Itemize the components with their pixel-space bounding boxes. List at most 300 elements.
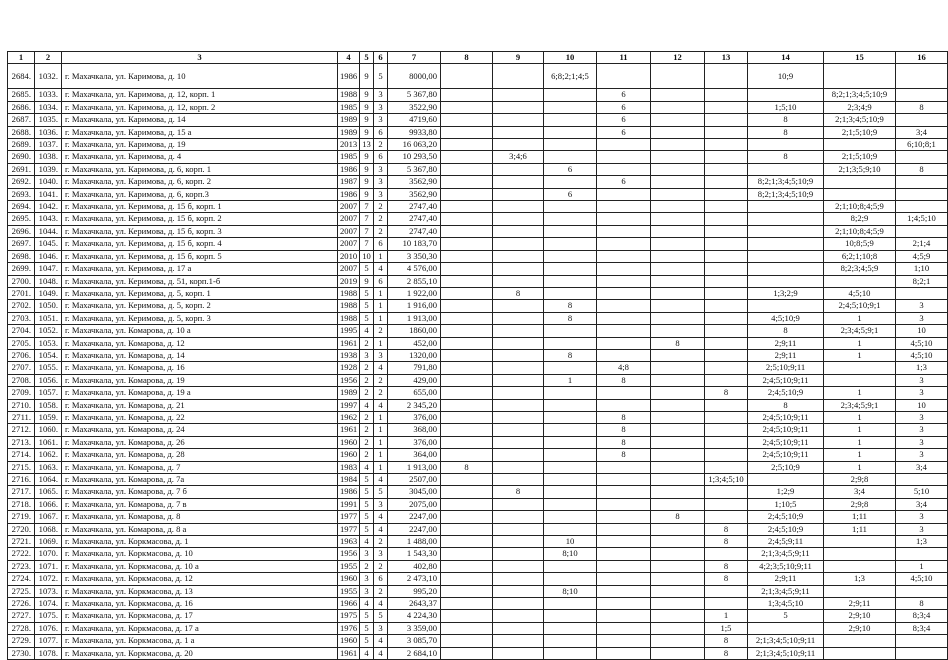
table-cell-col-8 bbox=[441, 139, 493, 151]
table-cell-col-5: 5 bbox=[360, 287, 374, 299]
table-cell-col-12 bbox=[651, 312, 705, 324]
table-cell-col-8 bbox=[441, 176, 493, 188]
table-cell-col-15 bbox=[824, 374, 896, 386]
table-cell-col-12 bbox=[651, 585, 705, 597]
table-cell-col-4: 1991 bbox=[338, 498, 360, 510]
table-cell-col-10 bbox=[544, 362, 597, 374]
table-cell-col-11: 8 bbox=[597, 411, 651, 423]
table-cell-col-15: 2;9;8 bbox=[824, 474, 896, 486]
table-row bbox=[8, 64, 948, 89]
table-row bbox=[8, 573, 948, 585]
table-cell-col-7: 10 293,50 bbox=[388, 151, 441, 163]
table-cell-col-5: 3 bbox=[360, 585, 374, 597]
table-row bbox=[8, 225, 948, 237]
table-cell-col-4: 1977 bbox=[338, 523, 360, 535]
table-cell-col-5: 9 bbox=[360, 64, 374, 89]
table-cell-col-6: 6 bbox=[374, 275, 388, 287]
table-cell-col-6: 2 bbox=[374, 387, 388, 399]
table-cell-col-1: 2723. bbox=[8, 560, 35, 572]
table-row bbox=[8, 312, 948, 324]
table-cell-col-16: 4;5;10 bbox=[896, 573, 948, 585]
table-cell-col-11 bbox=[597, 647, 651, 659]
table-cell-col-8 bbox=[441, 585, 493, 597]
table-row bbox=[8, 287, 948, 299]
table-cell-col-8 bbox=[441, 474, 493, 486]
table-cell-col-3: г. Махачкала, ул. Керимова, д. 15 б, корп. 2 bbox=[62, 213, 338, 225]
table-cell-col-8 bbox=[441, 349, 493, 361]
table-row bbox=[8, 101, 948, 113]
column-header-3: 3 bbox=[62, 52, 338, 64]
table-cell-col-15 bbox=[824, 585, 896, 597]
table-row bbox=[8, 622, 948, 634]
table-cell-col-1: 2730. bbox=[8, 647, 35, 659]
table-cell-col-15 bbox=[824, 362, 896, 374]
table-cell-col-9 bbox=[493, 461, 544, 473]
table-cell-col-12 bbox=[651, 250, 705, 262]
table-cell-col-5: 5 bbox=[360, 312, 374, 324]
table-cell-col-14 bbox=[748, 139, 824, 151]
table-cell-col-2: 1042. bbox=[35, 201, 62, 213]
column-header-10: 10 bbox=[544, 52, 597, 64]
table-cell-col-7: 3562,90 bbox=[388, 176, 441, 188]
table-cell-col-3: г. Махачкала, ул. Комарова, д. 8 bbox=[62, 511, 338, 523]
table-cell-col-4: 2007 bbox=[338, 263, 360, 275]
table-cell-col-15: 2;9;8 bbox=[824, 498, 896, 510]
table-cell-col-16 bbox=[896, 114, 948, 126]
table-cell-col-8 bbox=[441, 114, 493, 126]
table-cell-col-15: 1;11 bbox=[824, 523, 896, 535]
table-row bbox=[8, 598, 948, 610]
column-header-16: 16 bbox=[896, 52, 948, 64]
table-cell-col-9 bbox=[493, 622, 544, 634]
table-cell-col-6: 3 bbox=[374, 349, 388, 361]
table-cell-col-7: 2747,40 bbox=[388, 225, 441, 237]
table-cell-col-3: г. Махачкала, ул. Каримова, д. 10 bbox=[62, 64, 338, 89]
table-cell-col-9 bbox=[493, 598, 544, 610]
table-cell-col-3: г. Махачкала, ул. Комарова, д. 7 в bbox=[62, 498, 338, 510]
table-cell-col-12 bbox=[651, 325, 705, 337]
table-cell-col-6: 4 bbox=[374, 635, 388, 647]
table-cell-col-7: 10 183,70 bbox=[388, 238, 441, 250]
table-cell-col-8 bbox=[441, 64, 493, 89]
table-cell-col-2: 1041. bbox=[35, 188, 62, 200]
table-cell-col-11 bbox=[597, 573, 651, 585]
table-cell-col-8 bbox=[441, 89, 493, 101]
table-cell-col-1: 2720. bbox=[8, 523, 35, 535]
table-cell-col-7: 1320,00 bbox=[388, 349, 441, 361]
table-cell-col-15 bbox=[824, 647, 896, 659]
table-cell-col-14: 8 bbox=[748, 325, 824, 337]
table-cell-col-4: 1989 bbox=[338, 114, 360, 126]
table-row bbox=[8, 511, 948, 523]
table-cell-col-15: 8;2;3;4;5;9 bbox=[824, 263, 896, 275]
table-cell-col-7: 4719,60 bbox=[388, 114, 441, 126]
table-cell-col-12 bbox=[651, 238, 705, 250]
table-cell-col-10 bbox=[544, 225, 597, 237]
table-cell-col-4: 1989 bbox=[338, 387, 360, 399]
table-cell-col-3: г. Махачкала, ул. Комарова, д. 19 bbox=[62, 374, 338, 386]
table-cell-col-6: 6 bbox=[374, 238, 388, 250]
table-cell-col-9 bbox=[493, 511, 544, 523]
table-cell-col-9 bbox=[493, 362, 544, 374]
table-cell-col-3: г. Махачкала, ул. Каримова, д. 12, корп. 1 bbox=[62, 89, 338, 101]
table-cell-col-9 bbox=[493, 449, 544, 461]
table-cell-col-3: г. Махачкала, ул. Керимова, д. 5, корп. 2 bbox=[62, 300, 338, 312]
table-cell-col-8 bbox=[441, 325, 493, 337]
table-cell-col-14: 1;10;5 bbox=[748, 498, 824, 510]
table-cell-col-6: 1 bbox=[374, 424, 388, 436]
table-cell-col-8 bbox=[441, 536, 493, 548]
table-cell-col-8 bbox=[441, 287, 493, 299]
table-cell-col-1: 2684. bbox=[8, 64, 35, 89]
table-cell-col-7: 5 367,80 bbox=[388, 163, 441, 175]
table-cell-col-7: 1 543,30 bbox=[388, 548, 441, 560]
table-cell-col-10 bbox=[544, 176, 597, 188]
table-cell-col-3: г. Махачкала, ул. Каримова, д. 12, корп. 2 bbox=[62, 101, 338, 113]
table-cell-col-15: 4;5;10 bbox=[824, 287, 896, 299]
table-cell-col-16: 5;10 bbox=[896, 486, 948, 498]
table-cell-col-4: 1984 bbox=[338, 474, 360, 486]
table-cell-col-14: 2;4;5;10;9 bbox=[748, 523, 824, 535]
table-cell-col-3: г. Махачкала, ул. Комарова, д. 7а bbox=[62, 474, 338, 486]
table-cell-col-10 bbox=[544, 114, 597, 126]
table-cell-col-16 bbox=[896, 188, 948, 200]
table-cell-col-5: 5 bbox=[360, 486, 374, 498]
table-cell-col-14: 2;4;5;10;9;11 bbox=[748, 449, 824, 461]
table-cell-col-14: 4;2;3;5;10;9;11 bbox=[748, 560, 824, 572]
table-cell-col-5: 5 bbox=[360, 300, 374, 312]
table-cell-col-5: 2 bbox=[360, 374, 374, 386]
table-cell-col-16: 3 bbox=[896, 424, 948, 436]
table-cell-col-10 bbox=[544, 387, 597, 399]
table-cell-col-2: 1078. bbox=[35, 647, 62, 659]
table-cell-col-3: г. Махачкала, ул. Комарова, д. 8 а bbox=[62, 523, 338, 535]
table-cell-col-9 bbox=[493, 89, 544, 101]
table-cell-col-7: 2507,00 bbox=[388, 474, 441, 486]
table-cell-col-13 bbox=[705, 461, 748, 473]
table-cell-col-8 bbox=[441, 449, 493, 461]
table-header-row bbox=[8, 52, 948, 64]
table-cell-col-7: 2 473,10 bbox=[388, 573, 441, 585]
table-cell-col-9 bbox=[493, 188, 544, 200]
table-cell-col-4: 1960 bbox=[338, 436, 360, 448]
table-cell-col-1: 2713. bbox=[8, 436, 35, 448]
table-cell-col-14: 2;4;5;10;9 bbox=[748, 387, 824, 399]
table-cell-col-1: 2695. bbox=[8, 213, 35, 225]
table-cell-col-9 bbox=[493, 399, 544, 411]
table-cell-col-5: 3 bbox=[360, 349, 374, 361]
table-cell-col-9 bbox=[493, 374, 544, 386]
table-cell-col-13 bbox=[705, 188, 748, 200]
table-cell-col-16: 3 bbox=[896, 449, 948, 461]
table-cell-col-4: 2013 bbox=[338, 139, 360, 151]
table-cell-col-13 bbox=[705, 325, 748, 337]
table-row bbox=[8, 163, 948, 175]
table-cell-col-7: 2247,00 bbox=[388, 511, 441, 523]
table-cell-col-2: 1051. bbox=[35, 312, 62, 324]
table-cell-col-9 bbox=[493, 424, 544, 436]
table-cell-col-16: 3;4 bbox=[896, 461, 948, 473]
table-cell-col-11 bbox=[597, 511, 651, 523]
table-cell-col-4: 1960 bbox=[338, 635, 360, 647]
table-cell-col-1: 2724. bbox=[8, 573, 35, 585]
table-cell-col-16: 3 bbox=[896, 511, 948, 523]
table-cell-col-6: 1 bbox=[374, 300, 388, 312]
table-cell-col-7: 9933,80 bbox=[388, 126, 441, 138]
table-cell-col-9 bbox=[493, 610, 544, 622]
table-cell-col-16: 10 bbox=[896, 325, 948, 337]
table-cell-col-9 bbox=[493, 635, 544, 647]
table-cell-col-4: 1985 bbox=[338, 151, 360, 163]
table-cell-col-15 bbox=[824, 188, 896, 200]
table-cell-col-4: 1938 bbox=[338, 349, 360, 361]
table-cell-col-6: 3 bbox=[374, 498, 388, 510]
table-cell-col-12 bbox=[651, 362, 705, 374]
table-cell-col-13 bbox=[705, 436, 748, 448]
table-cell-col-13 bbox=[705, 213, 748, 225]
table-cell-col-6: 2 bbox=[374, 585, 388, 597]
table-cell-col-10 bbox=[544, 411, 597, 423]
table-body bbox=[8, 64, 948, 660]
table-cell-col-3: г. Махачкала, ул. Коркмасова, д. 10 bbox=[62, 548, 338, 560]
table-cell-col-9 bbox=[493, 275, 544, 287]
table-cell-col-4: 1986 bbox=[338, 486, 360, 498]
table-cell-col-11: 6 bbox=[597, 101, 651, 113]
table-cell-col-11 bbox=[597, 536, 651, 548]
table-cell-col-2: 1055. bbox=[35, 362, 62, 374]
table-cell-col-2: 1052. bbox=[35, 325, 62, 337]
table-cell-col-9 bbox=[493, 201, 544, 213]
table-cell-col-6: 2 bbox=[374, 139, 388, 151]
table-cell-col-15 bbox=[824, 64, 896, 89]
table-cell-col-11 bbox=[597, 139, 651, 151]
table-cell-col-6: 3 bbox=[374, 188, 388, 200]
column-header-15: 15 bbox=[824, 52, 896, 64]
table-cell-col-12 bbox=[651, 263, 705, 275]
table-cell-col-6: 2 bbox=[374, 213, 388, 225]
table-cell-col-3: г. Махачкала, ул. Керимова, д. 51, корп.1-б bbox=[62, 275, 338, 287]
table-cell-col-1: 2715. bbox=[8, 461, 35, 473]
table-cell-col-2: 1067. bbox=[35, 511, 62, 523]
table-cell-col-11 bbox=[597, 337, 651, 349]
table-row bbox=[8, 536, 948, 548]
table-cell-col-13 bbox=[705, 163, 748, 175]
table-cell-col-4: 1966 bbox=[338, 598, 360, 610]
table-cell-col-9 bbox=[493, 387, 544, 399]
table-cell-col-13 bbox=[705, 486, 748, 498]
table-cell-col-11 bbox=[597, 250, 651, 262]
table-cell-col-8 bbox=[441, 275, 493, 287]
table-cell-col-10 bbox=[544, 424, 597, 436]
table-cell-col-12 bbox=[651, 622, 705, 634]
table-cell-col-7: 2747,40 bbox=[388, 201, 441, 213]
table-cell-col-7: 2 684,10 bbox=[388, 647, 441, 659]
table-cell-col-5: 4 bbox=[360, 461, 374, 473]
table-cell-col-10 bbox=[544, 126, 597, 138]
table-cell-col-3: г. Махачкала, ул. Коркмасова, д. 20 bbox=[62, 647, 338, 659]
table-cell-col-12: 8 bbox=[651, 511, 705, 523]
table-cell-col-14 bbox=[748, 225, 824, 237]
table-cell-col-15: 1;3 bbox=[824, 573, 896, 585]
table-cell-col-10 bbox=[544, 436, 597, 448]
table-cell-col-2: 1063. bbox=[35, 461, 62, 473]
table-cell-col-10: 8;10 bbox=[544, 548, 597, 560]
table-cell-col-7: 3045,00 bbox=[388, 486, 441, 498]
table-cell-col-12 bbox=[651, 101, 705, 113]
table-cell-col-9 bbox=[493, 139, 544, 151]
table-cell-col-1: 2693. bbox=[8, 188, 35, 200]
table-cell-col-9 bbox=[493, 337, 544, 349]
table-cell-col-7: 368,00 bbox=[388, 424, 441, 436]
table-cell-col-8 bbox=[441, 610, 493, 622]
table-cell-col-14: 1;2;9 bbox=[748, 486, 824, 498]
table-cell-col-16: 1;10 bbox=[896, 263, 948, 275]
table-cell-col-13 bbox=[705, 411, 748, 423]
table-cell-col-8 bbox=[441, 337, 493, 349]
table-cell-col-9 bbox=[493, 312, 544, 324]
table-cell-col-1: 2688. bbox=[8, 126, 35, 138]
table-row bbox=[8, 374, 948, 386]
table-cell-col-8 bbox=[441, 238, 493, 250]
table-cell-col-10: 6 bbox=[544, 163, 597, 175]
table-cell-col-15 bbox=[824, 560, 896, 572]
table-cell-col-7: 1 922,00 bbox=[388, 287, 441, 299]
table-cell-col-7: 1 488,00 bbox=[388, 536, 441, 548]
table-cell-col-9 bbox=[493, 585, 544, 597]
table-cell-col-13 bbox=[705, 449, 748, 461]
table-row bbox=[8, 188, 948, 200]
table-cell-col-13 bbox=[705, 151, 748, 163]
table-cell-col-15: 2;3;4;5;9;1 bbox=[824, 325, 896, 337]
table-cell-col-12 bbox=[651, 163, 705, 175]
table-cell-col-2: 1035. bbox=[35, 114, 62, 126]
table-cell-col-12 bbox=[651, 349, 705, 361]
table-cell-col-11 bbox=[597, 610, 651, 622]
table-cell-col-11 bbox=[597, 151, 651, 163]
table-cell-col-3: г. Махачкала, ул. Керимова, д. 15 б, корп. 4 bbox=[62, 238, 338, 250]
table-row bbox=[8, 523, 948, 535]
table-cell-col-15: 2;9;10 bbox=[824, 610, 896, 622]
table-cell-col-2: 1061. bbox=[35, 436, 62, 448]
table-cell-col-3: г. Махачкала, ул. Комарова, д. 10 а bbox=[62, 325, 338, 337]
table-cell-col-4: 1960 bbox=[338, 449, 360, 461]
table-cell-col-16: 10 bbox=[896, 399, 948, 411]
table-cell-col-5: 5 bbox=[360, 263, 374, 275]
table-cell-col-15 bbox=[824, 139, 896, 151]
table-cell-col-5: 2 bbox=[360, 560, 374, 572]
table-cell-col-16: 1 bbox=[896, 560, 948, 572]
table-cell-col-15: 3;4 bbox=[824, 486, 896, 498]
table-cell-col-8 bbox=[441, 598, 493, 610]
table-cell-col-9 bbox=[493, 573, 544, 585]
table-cell-col-5: 5 bbox=[360, 610, 374, 622]
table-cell-col-2: 1038. bbox=[35, 151, 62, 163]
table-cell-col-12 bbox=[651, 635, 705, 647]
table-cell-col-11: 8 bbox=[597, 424, 651, 436]
table-cell-col-14: 2;1;3;4;5;10;9;11 bbox=[748, 647, 824, 659]
table-cell-col-3: г. Махачкала, ул. Комарова, д. 7 bbox=[62, 461, 338, 473]
table-cell-col-3: г. Махачкала, ул. Коркмасова, д. 1 bbox=[62, 536, 338, 548]
table-cell-col-14: 2;1;3;4;5;9;11 bbox=[748, 585, 824, 597]
table-cell-col-12 bbox=[651, 126, 705, 138]
table-cell-col-6: 2 bbox=[374, 374, 388, 386]
table-cell-col-12 bbox=[651, 536, 705, 548]
table-cell-col-13: 1;3;4;5;10 bbox=[705, 474, 748, 486]
table-cell-col-11 bbox=[597, 498, 651, 510]
table-cell-col-1: 2698. bbox=[8, 250, 35, 262]
table-cell-col-5: 10 bbox=[360, 250, 374, 262]
table-cell-col-8 bbox=[441, 250, 493, 262]
table-cell-col-10 bbox=[544, 647, 597, 659]
table-cell-col-1: 2727. bbox=[8, 610, 35, 622]
table-cell-col-5: 5 bbox=[360, 523, 374, 535]
table-cell-col-4: 2007 bbox=[338, 225, 360, 237]
table-cell-col-9 bbox=[493, 436, 544, 448]
table-row bbox=[8, 263, 948, 275]
table-cell-col-5: 5 bbox=[360, 474, 374, 486]
table-cell-col-1: 2686. bbox=[8, 101, 35, 113]
table-cell-col-8 bbox=[441, 126, 493, 138]
table-cell-col-14 bbox=[748, 263, 824, 275]
table-cell-col-2: 1046. bbox=[35, 250, 62, 262]
table-cell-col-4: 1983 bbox=[338, 461, 360, 473]
table-cell-col-11 bbox=[597, 312, 651, 324]
table-cell-col-15: 1 bbox=[824, 349, 896, 361]
table-cell-col-4: 1955 bbox=[338, 585, 360, 597]
table-cell-col-1: 2728. bbox=[8, 622, 35, 634]
table-cell-col-16: 3 bbox=[896, 300, 948, 312]
table-cell-col-13 bbox=[705, 64, 748, 89]
table-cell-col-1: 2707. bbox=[8, 362, 35, 374]
table-cell-col-7: 364,00 bbox=[388, 449, 441, 461]
table-cell-col-1: 2729. bbox=[8, 635, 35, 647]
table-cell-col-14: 1;3;2;9 bbox=[748, 287, 824, 299]
table-cell-col-14: 2;1;3;4;5;9;11 bbox=[748, 548, 824, 560]
table-cell-col-12 bbox=[651, 89, 705, 101]
table-cell-col-1: 2714. bbox=[8, 449, 35, 461]
table-cell-col-3: г. Махачкала, ул. Каримова, д. 19 bbox=[62, 139, 338, 151]
table-cell-col-6: 5 bbox=[374, 610, 388, 622]
table-cell-col-1: 2726. bbox=[8, 598, 35, 610]
table-cell-col-6: 5 bbox=[374, 486, 388, 498]
table-cell-col-11 bbox=[597, 349, 651, 361]
table-cell-col-14: 2;1;3;4;5;10;9;11 bbox=[748, 635, 824, 647]
table-cell-col-5: 7 bbox=[360, 213, 374, 225]
table-cell-col-1: 2718. bbox=[8, 498, 35, 510]
table-cell-col-8 bbox=[441, 647, 493, 659]
table-row bbox=[8, 610, 948, 622]
table-cell-col-11 bbox=[597, 188, 651, 200]
table-cell-col-15: 1 bbox=[824, 424, 896, 436]
table-cell-col-7: 402,80 bbox=[388, 560, 441, 572]
column-header-11: 11 bbox=[597, 52, 651, 64]
table-cell-col-12 bbox=[651, 387, 705, 399]
table-cell-col-12 bbox=[651, 275, 705, 287]
document-page bbox=[7, 51, 948, 660]
table-cell-col-8 bbox=[441, 163, 493, 175]
table-row bbox=[8, 498, 948, 510]
table-cell-col-11 bbox=[597, 387, 651, 399]
table-cell-col-5: 9 bbox=[360, 151, 374, 163]
table-cell-col-12 bbox=[651, 399, 705, 411]
table-cell-col-6: 4 bbox=[374, 523, 388, 535]
table-cell-col-14: 2;9;11 bbox=[748, 573, 824, 585]
table-cell-col-8 bbox=[441, 201, 493, 213]
table-cell-col-3: г. Махачкала, ул. Керимова, д. 15 б, корп. 1 bbox=[62, 201, 338, 213]
table-cell-col-12 bbox=[651, 139, 705, 151]
table-cell-col-1: 2725. bbox=[8, 585, 35, 597]
table-cell-col-13 bbox=[705, 349, 748, 361]
